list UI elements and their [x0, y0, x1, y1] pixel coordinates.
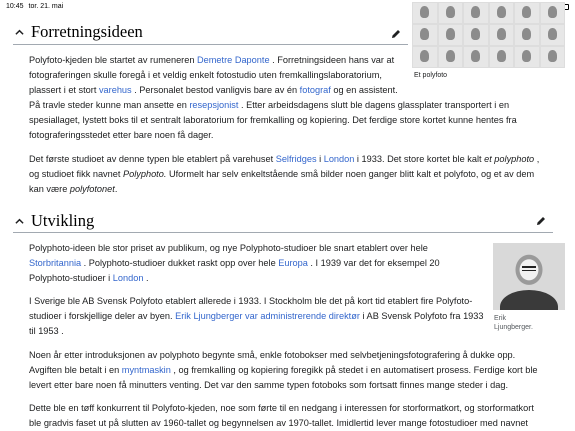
figure-caption: Et polyfoto — [414, 72, 448, 79]
text: På travle steder kunne man ansette en — [29, 100, 190, 110]
portrait-frame — [413, 25, 437, 45]
text: , og fremkalling og kopiering foregikk på stedet i en automatisert prosess. Ferdige kort ble — [170, 365, 538, 375]
status-time: 10:45 — [6, 3, 24, 10]
paragraph — [29, 348, 569, 393]
text: . Polyphoto-studioer dukket raskt opp over hele — [81, 258, 279, 268]
italic-text: Polyphoto. — [122, 169, 167, 179]
edit-pencil-icon[interactable] — [390, 27, 402, 39]
text: i — [316, 154, 324, 164]
status-date: tor. 21. mai — [28, 3, 64, 10]
link-demetre-daponte[interactable]: Demetre Daponte — [197, 55, 270, 65]
text: studioer i forskjellige deler av byen. — [29, 311, 176, 321]
text: levert etter bare noen få minutters venting. Det var den samme typen fotoboks som fortsatt finnes mange steder i dag. — [29, 380, 509, 390]
text: . Forretningsideen hans var at — [269, 55, 395, 65]
portrait-frame — [439, 3, 463, 23]
paragraph — [29, 294, 484, 339]
text: ble gradvis faset ut på slutten av 1960-tallet og begynnelsen av 1970-tallet. Imidlertid lever mange fotostudioer med navnet — [29, 418, 528, 428]
portrait-frame — [413, 3, 437, 23]
italic-text: et polyphoto — [484, 154, 535, 164]
portrait-frame — [515, 25, 539, 45]
portrait-frame — [413, 47, 437, 67]
link-varehus[interactable]: varehus — [98, 85, 132, 95]
figure-caption — [494, 314, 533, 332]
portrait-frame — [490, 47, 514, 67]
text: til 1953 . — [29, 326, 64, 336]
paragraph — [29, 241, 484, 286]
text: og studioet fikk navnet — [29, 169, 123, 179]
link-fotograf[interactable]: fotograf — [299, 85, 331, 95]
section-title: Forretningsideen — [31, 22, 143, 41]
text: . — [114, 184, 118, 194]
caption-line: Erik — [494, 315, 507, 322]
portrait-frame — [464, 47, 488, 67]
text: Noen år etter introduksjonen av polyphoto begynte små, enkle fotobokser med selvbetjeningsfotografering å dukke opp. — [29, 350, 516, 360]
paragraph — [29, 53, 412, 98]
text: plassert i et stort — [29, 85, 99, 95]
caption-line: Ljungberger. — [494, 324, 533, 331]
section-header-forretningsideen[interactable] — [13, 22, 143, 42]
section-header-utvikling[interactable] — [13, 211, 94, 231]
link-erik-ljungberger[interactable]: Erik Ljungberger var administrerende direktør — [175, 311, 360, 321]
portrait-frame — [515, 3, 539, 23]
paragraph — [29, 152, 569, 197]
text: I Sverige ble AB Svensk Polyfoto etablert allerede i 1933. I Stockholm ble det på kort tid etablert fire Polyfoto- — [29, 296, 473, 306]
text: spesiallaget, lystett boks til et sentralt laboratorium for fremkalling og kopiering. Det ferdige store kortet kunne hentes fra — [29, 115, 517, 125]
portrait-frame — [464, 3, 488, 23]
text: fotograferingsstedet etter bare noen få dager. — [29, 130, 214, 140]
text: . Personalet bestod vanligvis bare av én — [131, 85, 300, 95]
portrait-frame — [490, 25, 514, 45]
text: fotograferingen skulle foregå i et veldig enkelt fotostudio uten fremkallingslaboratorium, — [29, 70, 382, 80]
text: Polyphoto-ideen ble stor priset av publikum, og nye Polyphoto-studioer ble snart etablert over hele — [29, 243, 428, 253]
portrait-frame — [490, 3, 514, 23]
link-myntmaskin[interactable]: myntmaskin — [121, 365, 171, 375]
paragraph — [29, 401, 569, 431]
link-london[interactable]: London — [323, 154, 355, 164]
section-title: Utvikling — [31, 211, 95, 230]
erik-ljungberger-portrait[interactable] — [493, 243, 565, 310]
section-divider — [13, 44, 408, 45]
section-divider — [13, 232, 553, 233]
text: Uformelt har selv enkeltstående små bilder noen ganger blitt kalt et polyfoto, og et av dem — [166, 169, 535, 179]
text: . — [143, 273, 149, 283]
text: og en assistent. — [330, 85, 398, 95]
text: . Etter arbeidsdagens slutt ble dagens glassplater transportert i en — [238, 100, 510, 110]
edit-pencil-icon[interactable] — [535, 214, 547, 226]
link-europa[interactable]: Europa — [278, 258, 308, 268]
text: Dette ble en tøff konkurrent til Polyfoto-kjeden, noe som førte til en nedgang i interessen for storformatkort, og storformatkort — [29, 403, 534, 413]
portrait-frame — [439, 25, 463, 45]
portrait-frame — [541, 3, 565, 23]
link-selfridges[interactable]: Selfridges — [275, 154, 317, 164]
portrait-frame — [464, 25, 488, 45]
portrait-frame — [541, 25, 565, 45]
text: Avgiften ble betalt i en — [29, 365, 122, 375]
chevron-up-icon[interactable] — [13, 215, 25, 227]
portrait-frame — [515, 47, 539, 67]
text: Polyphoto-studioer i — [29, 273, 113, 283]
text: Det første studioet av denne typen ble etablert på varehuset — [29, 154, 276, 164]
link-london[interactable]: London — [112, 273, 144, 283]
link-resepsjonist[interactable]: resepsjonist — [189, 100, 239, 110]
text: i AB Svensk Polyfoto fra 1933 — [359, 311, 484, 321]
link-storbritannia[interactable]: Storbritannia — [29, 258, 82, 268]
text: i 1933. Det store kortet ble kalt — [354, 154, 485, 164]
text: . I 1939 var det for eksempel 20 — [307, 258, 440, 268]
portrait-frame — [541, 47, 565, 67]
portrait-frame — [439, 47, 463, 67]
text: Polyfoto-kjeden ble startet av rumeneren — [29, 55, 198, 65]
text: kan være — [29, 184, 70, 194]
paragraph — [29, 98, 569, 143]
text: , — [534, 154, 540, 164]
chevron-up-icon[interactable] — [13, 26, 25, 38]
polyfoto-image[interactable] — [412, 2, 565, 68]
italic-text: polyfotonet — [69, 184, 115, 194]
